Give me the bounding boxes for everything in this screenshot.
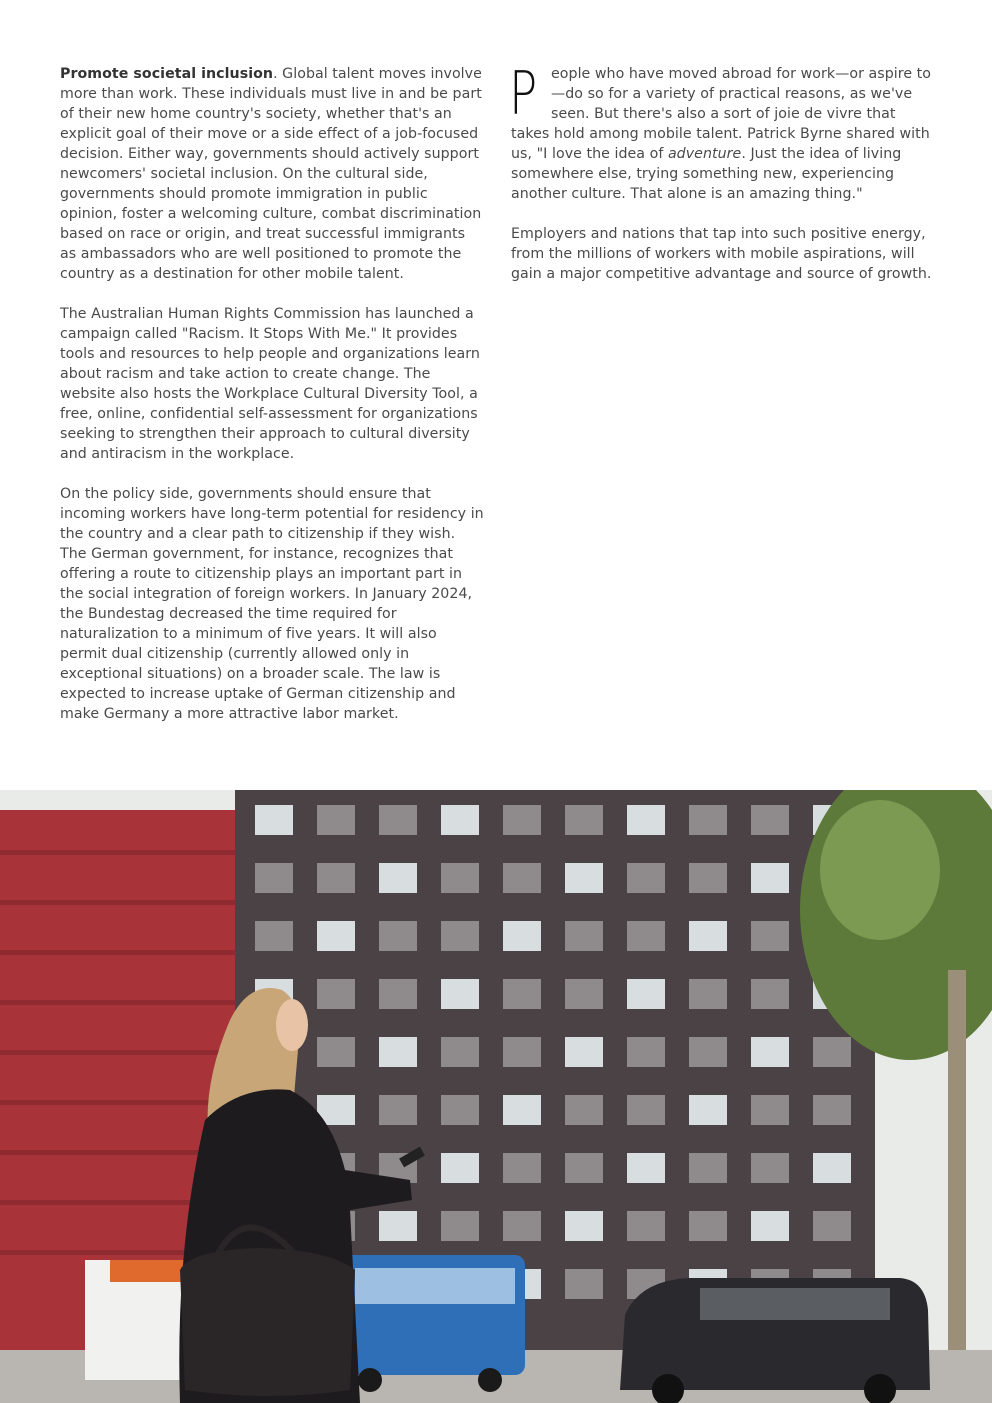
building-window — [441, 1037, 479, 1067]
building-window — [751, 1037, 789, 1067]
building-window — [627, 921, 665, 951]
building-window — [317, 921, 355, 951]
building-window — [255, 805, 293, 835]
building-window — [751, 805, 789, 835]
building-window — [627, 979, 665, 1009]
paragraph-text-b: . Just the idea of living somewhere else, trying something new, experiencing another culture. That alone is an amazing thing." — [511, 146, 902, 202]
building-window — [565, 1211, 603, 1241]
left-column — [60, 64, 484, 744]
building-window — [689, 1037, 727, 1067]
building-window — [379, 1095, 417, 1125]
building-window — [627, 1153, 665, 1183]
building-window — [379, 805, 417, 835]
building-window — [255, 921, 293, 951]
lead-heading: Promote societal inclusion — [60, 66, 274, 82]
building-window — [255, 863, 293, 893]
building-window — [379, 863, 417, 893]
building-window — [441, 979, 479, 1009]
paragraph-australia: The Australian Human Rights Commission has launched a campaign called "Racism. It Stops With Me." It provides tools and resources to help people and organizations learn about racism and take action to create change. The website also hosts the Workplace Cultural Diversity Tool, a free, online, confidential self-assessment for organizations seeking to strengthen their approach to cultural diversity and antiracism in the workplace. — [60, 306, 480, 462]
building-window — [565, 805, 603, 835]
building-window — [441, 1095, 479, 1125]
building-window — [751, 979, 789, 1009]
building-window — [317, 1037, 355, 1067]
building-window — [627, 1211, 665, 1241]
building-window — [565, 1095, 603, 1125]
paragraph-policy: On the policy side, governments should ensure that incoming workers have long-term potential for residency in the country and a clear path to citizenship if they wish. The German government, for instance, recognizes that offering a route to citizenship plays an important part in the social integration of foreign workers. In January 2024, the Bundestag decreased the time required for naturalization to a minimum of five years. It will also permit dual citizenship (currently allowed only in exceptional situations) on a broader scale. The law is expected to increase uptake of German citizenship and make Germany a more attractive labor market. — [60, 486, 484, 722]
building-window — [627, 1095, 665, 1125]
building-window — [441, 1211, 479, 1241]
tree-canopy-light — [820, 800, 940, 940]
building-window — [689, 979, 727, 1009]
building-window — [379, 921, 417, 951]
building-window — [689, 1211, 727, 1241]
building-window — [627, 805, 665, 835]
building-window — [689, 805, 727, 835]
building-window — [751, 921, 789, 951]
building-window — [317, 805, 355, 835]
building-window — [813, 1095, 851, 1125]
building-window — [689, 921, 727, 951]
building-window — [813, 1153, 851, 1183]
building-window — [503, 805, 541, 835]
building-window — [503, 1153, 541, 1183]
building-window — [565, 1269, 603, 1299]
building-window — [813, 1211, 851, 1241]
building-window — [503, 1095, 541, 1125]
building-window — [751, 1211, 789, 1241]
building-window — [317, 979, 355, 1009]
building-window — [565, 1037, 603, 1067]
paragraph-body: . Global talent moves involve more than work. These individuals must live in and be part of their new home country's society, whether that's an explicit goal of their move or a side effect of a job-focused decision. Either way, governments should actively support newcomers' societal inclusion. On the cultural side, governments should promote immigration in public opinion, foster a welcoming culture, combat discrimination based on race or origin, and treat successful immigrants as ambassadors who are well positioned to promote the country as a destination for other mobile talent. — [60, 66, 482, 282]
building-window — [627, 863, 665, 893]
building-window — [503, 1037, 541, 1067]
building-window — [565, 979, 603, 1009]
street-photo — [0, 790, 992, 1403]
building-window — [689, 863, 727, 893]
building-window — [317, 863, 355, 893]
building-window — [751, 1095, 789, 1125]
building-window — [379, 979, 417, 1009]
building-window — [379, 1211, 417, 1241]
building-window — [565, 1153, 603, 1183]
woman-face — [276, 999, 308, 1051]
building-window — [565, 921, 603, 951]
right-column — [509, 59, 935, 304]
building-window — [689, 1153, 727, 1183]
building-window — [503, 921, 541, 951]
building-window — [627, 1037, 665, 1067]
building-window — [689, 1095, 727, 1125]
paragraph-societal-inclusion — [60, 64, 484, 284]
building-window — [503, 979, 541, 1009]
building-window — [813, 1037, 851, 1067]
paragraph-employers: Employers and nations that tap into such positive energy, from the millions of workers with mobile aspirations, will gain a major competitive advantage and source of growth. — [511, 226, 932, 282]
building-window — [503, 863, 541, 893]
building-window — [379, 1037, 417, 1067]
paragraph-text-a: eople who have moved abroad for work—or aspire to—do so for a variety of practical reasons, as we've seen. But there's also a sort of joie de vivre that takes hold among mobile talent. Patrick Byrne shared with us, "I love the idea of — [511, 66, 931, 162]
paragraph-joie-de-vivre — [509, 59, 935, 204]
drop-cap: P — [509, 59, 538, 129]
building-window — [441, 863, 479, 893]
building-window — [751, 863, 789, 893]
building-window — [751, 1153, 789, 1183]
emphasis-adventure: adventure — [667, 146, 742, 162]
handbag — [180, 1248, 355, 1396]
building-window — [503, 1211, 541, 1241]
building-window — [565, 863, 603, 893]
building-window — [441, 805, 479, 835]
building-window — [441, 1153, 479, 1183]
tree-trunk — [948, 970, 966, 1403]
building-window — [441, 921, 479, 951]
